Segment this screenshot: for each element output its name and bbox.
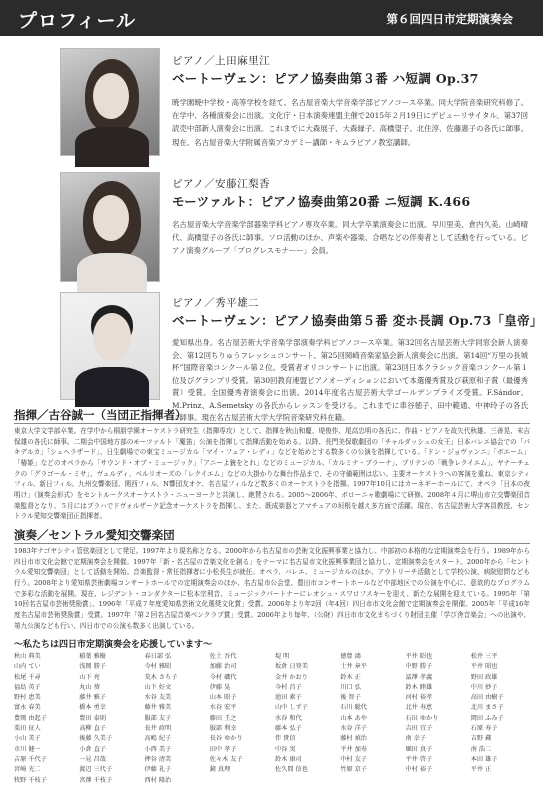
- supporter-name: 北川 まさ子: [470, 704, 504, 712]
- supporter-name: 山本 あや: [340, 714, 367, 722]
- supporter-name: 南 幸子: [405, 735, 427, 743]
- soloist-bio: 愛知県出身。名古屋芸術大学音楽学部演奏学科ピアノコース卒業。第32回名古屋芸術大学同窓会新人演奏会、第12回ちりゅうフレッシュコンサート、第25回岡崎音楽家協会新人演奏会に出演。第14回“万里の長城杯”国際音楽コンクール第２位。受賞者オリコンサートに出演。第23回日本クラシック音楽コンクール第１位及びグランプリ受賞。第30回教育連盟ピアノオーディションにおいて本選優秀賞及び萩原和子賞（最優秀賞）受賞。全国優秀者演奏会に出演。2014年度名古屋芸術大学ゴールデンプライズ受賞。F.Sándor、M.Prinz、A.Semetsky の各氏からレッスンを受ける。これまでに車谷徳子、田中範通、中神玲子の各氏に師事。現在名古屋芸術大学大学院音楽研究科在籍。: [172, 338, 528, 423]
- supporter-name: 川口 弘: [340, 683, 361, 691]
- supporter-name: 平井 加寿: [340, 745, 367, 753]
- supporter-name: 山内 てい: [14, 663, 41, 671]
- page-title: プロフィール: [18, 10, 137, 32]
- supporter-name: 松井 三平: [470, 653, 498, 660]
- supporter-name: 堤 明: [275, 653, 290, 660]
- soloist-role: ピアノ／安藤江梨香: [172, 178, 271, 190]
- supporter-name: 松尾 千尋: [14, 673, 41, 681]
- soloist-bio: 暁学園暁中学校・高等学校を経て、名古屋音楽大学音楽学部ピアノコース卒業。同大学院音楽研究科修了。在学中、各種演奏会に出演。文化庁・日本演奏連盟主催で2015年２月19日にデビューリサイタル、第37回読売中部新人演奏会に出演。これまでに大森展子、大森縁子、高橋望子、北住淳、佐藤惠子の各氏に師事。現在、名古屋音楽大学附属音楽アカデミー講師・キムラピアノ教室講師。: [172, 98, 528, 147]
- supporter-name: 石田 ゆかり: [405, 714, 439, 722]
- supporter-name: 伊藤 晃: [209, 683, 231, 691]
- supporter-name: 高田 由樹子: [470, 694, 504, 702]
- soloist-work: ベートーヴェン：ピアノ協奏曲第３番 ハ短調 Op.37: [172, 71, 479, 86]
- supporter-name: 平井 正: [470, 766, 492, 774]
- supporter-name: 野村 恵美: [14, 694, 41, 702]
- supporter-name: 南 浩二: [470, 745, 492, 753]
- supporters-heading: ～私たちは四日市定期演奏会を応援しています～: [14, 640, 213, 650]
- supporter-name: 金井 かおり: [275, 673, 308, 681]
- supporter-name: 鈴木 正: [340, 673, 361, 681]
- supporter-name: 服部 利幸: [209, 725, 237, 733]
- supporter-name: 藤村 禎治: [340, 735, 367, 743]
- supporter-name: 佐々木 友子: [209, 755, 243, 763]
- supporter-name: 佐土 吾代: [209, 653, 237, 660]
- orchestra-heading: 演奏／セントラル愛知交響楽団: [14, 528, 175, 542]
- supporter-name: 後藤 久美子: [79, 735, 113, 743]
- soloist-work: モーツァルト：ピアノ協奏曲第20番 ニ短調 K.466: [172, 194, 471, 209]
- supporter-name: 山下 好文: [144, 683, 172, 691]
- conductor-heading: 指揮／古谷誠一（当団正指揮者）: [14, 408, 187, 422]
- page-header: [0, 0, 543, 36]
- supporter-name: 野田 政雄: [470, 673, 498, 681]
- supporter-name: 平井 啓子: [405, 755, 433, 763]
- supporter-name: 伊藤 礼子: [144, 766, 172, 774]
- supporter-name: 一見 昌哉: [79, 755, 106, 763]
- soloist-role: ピアノ／秀平雄二: [172, 297, 260, 309]
- supporter-name: 秋山 典美: [14, 653, 41, 660]
- supporter-name: 水谷 宏平: [209, 704, 237, 712]
- supporter-name: 豊岡 由起子: [14, 714, 47, 722]
- supporter-name: 中村 裕子: [405, 766, 433, 774]
- soloist-work: ベートーヴェン：ピアノ協奏曲第５番 変ホ長調 Op.73「皇帝」: [172, 313, 543, 328]
- supporter-name: 牧野 千枝子: [14, 776, 47, 784]
- supporter-name: 渡辺 三代子: [79, 766, 113, 774]
- supporter-name: 宮澤 千枝子: [79, 776, 113, 784]
- supporter-name: 山下 亮: [79, 673, 100, 681]
- supporter-name: 春日部 弘: [144, 653, 172, 660]
- supporter-name: 土井 章平: [340, 663, 367, 671]
- supporter-name: 小山 美子: [14, 735, 41, 743]
- supporter-name: 今村 雅昭: [144, 663, 172, 671]
- supporter-name: 富永 春美: [14, 704, 41, 712]
- supporter-name: 石川 聡代: [340, 704, 367, 712]
- supporter-name: 鐘 真理: [209, 766, 231, 774]
- supporter-name: 後 智子: [340, 694, 361, 702]
- supporter-name: 坂倉 日登美: [275, 663, 308, 671]
- supporter-name: 宮崎 光二: [14, 766, 41, 774]
- supporter-name: 藤井 雅美: [144, 704, 172, 712]
- supporter-name: 冨澤 孝義: [405, 673, 433, 681]
- supporter-name: 平井 昭也: [405, 653, 433, 660]
- supporter-name: 藤田 壬之: [209, 714, 237, 722]
- supporter-name: 山本 昭子: [209, 694, 237, 702]
- supporter-name: 高嶋 紀子: [144, 735, 172, 743]
- supporter-name: 岡田 ふみ子: [470, 714, 504, 722]
- supporter-name: 服部 友子: [144, 714, 172, 722]
- supporter-name: 田中 孝子: [209, 745, 237, 753]
- supporter-name: 中川 妙子: [470, 683, 498, 691]
- supporter-name: 中谷 実: [275, 745, 296, 753]
- supporter-name: 長井 政明: [144, 725, 172, 733]
- concert-title: 第６回四日市定期演奏会: [386, 12, 513, 26]
- soloist-role: ピアノ／上田麻里江: [172, 55, 271, 67]
- supporter-name: 藤井 雅子: [79, 694, 106, 702]
- supporter-name: 藤本 弘子: [275, 725, 302, 733]
- supporter-name: 市川 健一: [14, 745, 41, 753]
- supporter-name: 長谷 ゆかり: [209, 735, 243, 743]
- supporter-name: 今村 磯代: [209, 673, 237, 681]
- supporter-name: 伴 貴信: [275, 735, 296, 743]
- supporter-name: 豊田 泰則: [79, 714, 106, 722]
- supporter-name: 吉野 蔵: [470, 735, 492, 743]
- supporter-name: 小倉 直子: [79, 745, 106, 753]
- supporter-name: 栗田 征人: [14, 725, 41, 733]
- supporter-name: 竹原 京子: [340, 766, 367, 774]
- divider: [14, 423, 530, 424]
- soloist-bio: 名古屋音楽大学音楽学部器楽学科ピアノ専攻卒業。同大学卒業演奏会に出演。早川里美、倉内久美、山崎晴代、高橋望子の各氏に師事。ソロ活動のほか、声楽や器楽、合唱などの伴奏者として活動を行っている。ピアノ演奏グループ「プログレスモナーー」会員。: [172, 220, 528, 256]
- supporter-name: 鈴木 康司: [275, 755, 302, 763]
- supporter-name: 小西 美子: [144, 745, 172, 753]
- supporter-name: 水谷 洋子: [340, 725, 367, 733]
- soloist-photo-shuhei: [60, 292, 160, 400]
- supporter-name: 山中 しず子: [275, 704, 308, 712]
- supporter-name: 本田 雄子: [470, 755, 498, 763]
- supporter-name: 北井 寿恵: [405, 704, 433, 712]
- supporter-name: 加藤 治司: [209, 663, 237, 671]
- supporter-name: 中野 勝子: [405, 663, 433, 671]
- supporter-name: 水谷 和代: [275, 714, 302, 722]
- supporters-list: [14, 652, 534, 785]
- supporter-name: 佐久間 信也: [275, 766, 308, 774]
- supporter-name: 吉原 千代子: [14, 755, 47, 763]
- supporter-name: 押谷 清美: [144, 755, 172, 763]
- supporter-name: 荒木 さち子: [144, 673, 178, 681]
- supporter-name: 橋本 勇幸: [79, 704, 106, 712]
- divider: [14, 543, 530, 544]
- supporter-name: 石原 寿子: [470, 725, 498, 733]
- supporter-name: 吉田 宜子: [405, 725, 433, 733]
- supporter-name: 鈴木 睦雄: [405, 683, 433, 691]
- supporter-name: 今村 昌子: [275, 683, 302, 691]
- supporter-name: 平井 昭也: [470, 663, 498, 671]
- supporter-name: 丸山 葵: [79, 683, 100, 691]
- supporter-name: 水谷 友美: [144, 694, 172, 702]
- supporter-name: 徳豊 鴻: [340, 653, 361, 660]
- supporter-name: 稲葉 雅樹: [79, 653, 106, 660]
- supporter-name: 福島 英子: [14, 683, 41, 691]
- soloist-photo-ueda: [60, 48, 160, 156]
- supporter-name: 堀田 真子: [405, 745, 433, 753]
- supporter-name: 西村 隆治: [144, 776, 172, 784]
- supporter-name: 河村 裕孝: [405, 694, 433, 702]
- soloist-photo-ando: [60, 172, 160, 282]
- supporter-name: 高柳 直子: [79, 725, 106, 733]
- orchestra-text: 1983年ナゴヤシティ管弦楽団として発足。1997年より現名称となる。2000年から名古屋市の芸術文化振興事業と協力し、中部初の本格的な定期演奏会を行う。1989年から四日市市文化会館で定期演奏会を開催。1997年「新・名古屋の音楽文化を創る」をテーマに名古屋市文化振興事業団と協力し、定期演奏会をスタート。2000年から「セントラル愛知交響楽団」として活動を開始。音楽監督・常任指揮者に小松長生が就任。オペラ、バレエ、ミュージカルのほか、アウトリーチ活動として学校公演、病院慰問なども行う。2008年より愛知県芸術劇場コンサートホールでの定期演奏会のほか、名古屋市公会堂、豊田市コンサートホールなど中部地区での公演を中心に、意欲的なプログラムで多彩な活動を展開。現在、レジデント・コンダクターに松本宗利音、ミュージックパートナーにレオシュ・スワロフスキーを迎え、新たな展開を迎えている。1995年「第10回名古屋市芸術奨励賞」、1996年「平成７年度愛知県芸術文化選奨文化賞」受賞。2006年より年2回（年4回）四日市市文化会館で定期演奏会を開催。2005年「平成16年度名古屋市芸術奨励賞」受賞。1997年「第２回名古屋音楽ペンクラブ賞」受賞。2006年より毎年、（公財）四日市市文化まちづくり財団主催「学び舎音楽会」への出演や、第九公演なども行い、四日市での公演も数多く出演している。: [14, 547, 530, 630]
- supporter-name: 浅岡 勝子: [79, 663, 106, 671]
- supporter-name: 池田 素子: [275, 694, 302, 702]
- conductor-text: 東京大学文学部卒業。在学中から桐朋学園オーケストラ研究生（指揮専攻）として、指揮を秋山和慶、堤俊作、尾高忠明の各氏に、作曲・ピアノを故矢代秋雄、三善晃、末吉保雄の各氏に師事。二期会中国地方部のモーツァルト「魔笛」公演を指揮して指揮活動を始める。以降、長門美保歌劇団の「チャルダッシュの女王」日本バレエ協会での「パキデルカ」「シェヘラザード」、日生劇場での東宝ミュージカル「マイ・フェア・レディ」などを始めとする数多くの公演を指揮している。「ドン・ジョヴァンニ」「ボエーム」「椿姫」などのオペラから「サウンド・オブ・ミュージック」「アニーよ銃をとれ」などのミュージカル、「カルミナ・ブラーナ」、ブリテンの「戦争レクイエム」、ヤナーチェクの「グラゴール・ミサ」、ヴェルディ、ベルリオーズの「レクイエム」などの大掛かりな舞台作品まで、その守備範囲は広い。主要オーケストラへの客演を重ね、東京シティフィル、新日フィル、九州交響楽団、関西フィル、N響団友オケ、名古屋フィルなど数多くのオーケストラを指揮。1997年10月にはカーネギーホールにて、オペラ「日本の夜明け」（演奏会形式）をセントルークスオーケストラ・ニューヨークと共演し、絶賛される。2005～2006年、ボローニャ歌劇場にて研修。2008年４月に堺山市立交響楽団音楽監督となり、５月にはプラハでドヴォルザーク記念オーケストラを指揮し、また、既成楽器とアマチュアの垣根を越え多方面で活躍。現在、名古屋芸術大学客員教授、セントラル愛知交響楽団正指揮者。: [14, 427, 530, 521]
- supporter-name: 中村 友子: [340, 755, 367, 763]
